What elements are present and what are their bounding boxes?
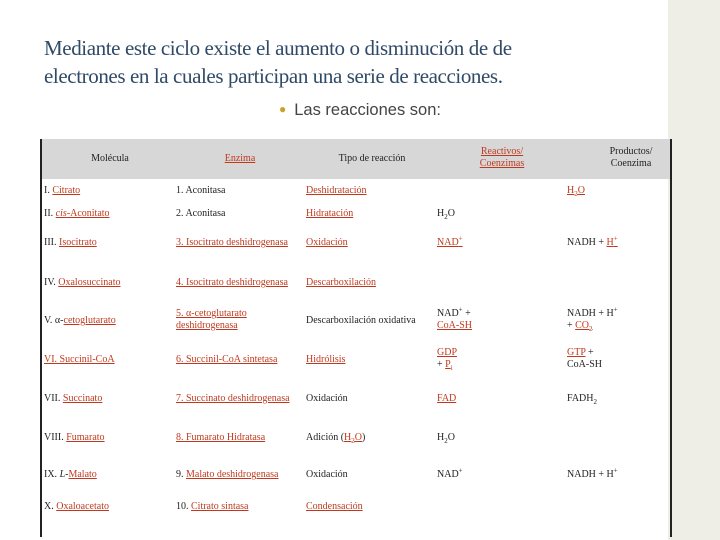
table-cell-products: GTP + CoA-SH — [567, 347, 603, 370]
table-cell-products[interactable]: $H_2O$ — [567, 185, 585, 198]
table-cell-reaction[interactable]: Condensación — [306, 501, 363, 512]
bullet-text: Las reacciones son: — [294, 101, 441, 119]
table-cell-reaction[interactable]: Oxidación — [306, 237, 348, 248]
reactions-table — [40, 139, 672, 537]
table-cell-reaction: Oxidación — [306, 469, 348, 480]
table-cell-molecule[interactable]: VI. Succinil-CoA — [44, 354, 115, 365]
table-cell-reaction[interactable]: Descarboxilación — [306, 277, 376, 288]
table-cell-molecule: VIII. Fumarato — [44, 432, 105, 443]
table-cell-reaction[interactable]: Deshidratación — [306, 185, 367, 196]
table-cell-reactants: $H_2O$ — [437, 208, 455, 221]
table-cell-molecule: IX. L-Malato — [44, 469, 97, 480]
table-cell-enzyme[interactable]: 6. Succinil-CoA sintetasa — [176, 354, 278, 365]
header-molecule: Molécula — [91, 153, 129, 164]
header-enzyme[interactable]: Enzima — [224, 153, 256, 164]
table-header — [42, 139, 670, 179]
table-cell-products: $FADH_2$ — [567, 393, 597, 406]
slide-title-line-1: Mediante este ciclo existe el aumento o disminución de de — [44, 36, 512, 60]
table-cell-products: NADH + H+ + $CO_2$ — [567, 305, 618, 333]
table-cell-enzyme: 1. Aconitasa — [176, 185, 226, 196]
bullet-dot-icon: ● — [278, 102, 287, 116]
table-cell-reactants: NAD+ + CoA-SH — [437, 305, 473, 331]
slide-title-line-2: electrones en la cuales participan una serie de reacciones. — [44, 64, 503, 88]
table-cell-enzyme[interactable]: 3. Isocitrato deshidrogenasa — [176, 237, 288, 248]
slide-title — [44, 34, 644, 90]
table-cell-products: NADH + H+ — [567, 234, 618, 248]
table-cell-molecule: IV. Oxalosuccinato — [44, 277, 121, 288]
table-cell-molecule: X. Oxaloacetato — [44, 501, 109, 512]
table-cell-reaction[interactable]: Hidratación — [306, 208, 354, 219]
table-cell-enzyme[interactable]: 9. Malato deshidrogenasa — [176, 469, 279, 480]
table-cell-molecule: III. Isocitrato — [44, 237, 97, 248]
table-cell-molecule: I. Citrato — [44, 185, 81, 196]
table-cell-enzyme[interactable]: 5. α-cetoglutarato deshidrogenasa — [176, 308, 247, 331]
table-cell-reactants: GDP + $P_i$ — [437, 347, 458, 372]
table-cell-reaction[interactable]: Hidrólisis — [306, 354, 346, 365]
header-reaction-type: Tipo de reacción — [338, 153, 406, 164]
table-cell-enzyme[interactable]: 8. Fumarato Hidratasa — [176, 432, 266, 443]
table-cell-reaction: Adición $(H_2O)$ — [306, 432, 366, 445]
table-cell-reactants: $H_2O$ — [437, 432, 455, 445]
table-cell-molecule: II. cis-Aconitato — [44, 208, 110, 219]
slide-side-bar — [668, 0, 720, 540]
table-cell-enzyme: 2. Aconitasa — [176, 208, 226, 219]
table-cell-molecule: V. α-cetoglutarato — [44, 315, 116, 326]
table-cell-reactants[interactable]: FAD — [437, 393, 457, 404]
table-cell-products: NADH + H+ — [567, 466, 618, 480]
table-cell-reactants[interactable]: NAD+ — [437, 234, 463, 248]
table-cell-reaction: Descarboxilación oxidativa — [306, 315, 416, 326]
table-cell-enzyme[interactable]: 4. Isocitrato deshidrogenasa — [176, 277, 288, 288]
header-reactants[interactable]: Reactivos/ Coenzimas — [479, 146, 525, 169]
table-cell-enzyme[interactable]: 7. Succinato deshidrogenasa — [176, 393, 290, 404]
header-products: Productos/ Coenzima — [609, 146, 653, 169]
table-cell-reactants: NAD+ — [437, 466, 463, 480]
bullet-item — [0, 101, 720, 120]
table-cell-reaction: Oxidación — [306, 393, 348, 404]
table-cell-molecule: VII. Succinato — [44, 393, 103, 404]
table-cell-enzyme[interactable]: 10. Citrato sintasa — [176, 501, 249, 512]
